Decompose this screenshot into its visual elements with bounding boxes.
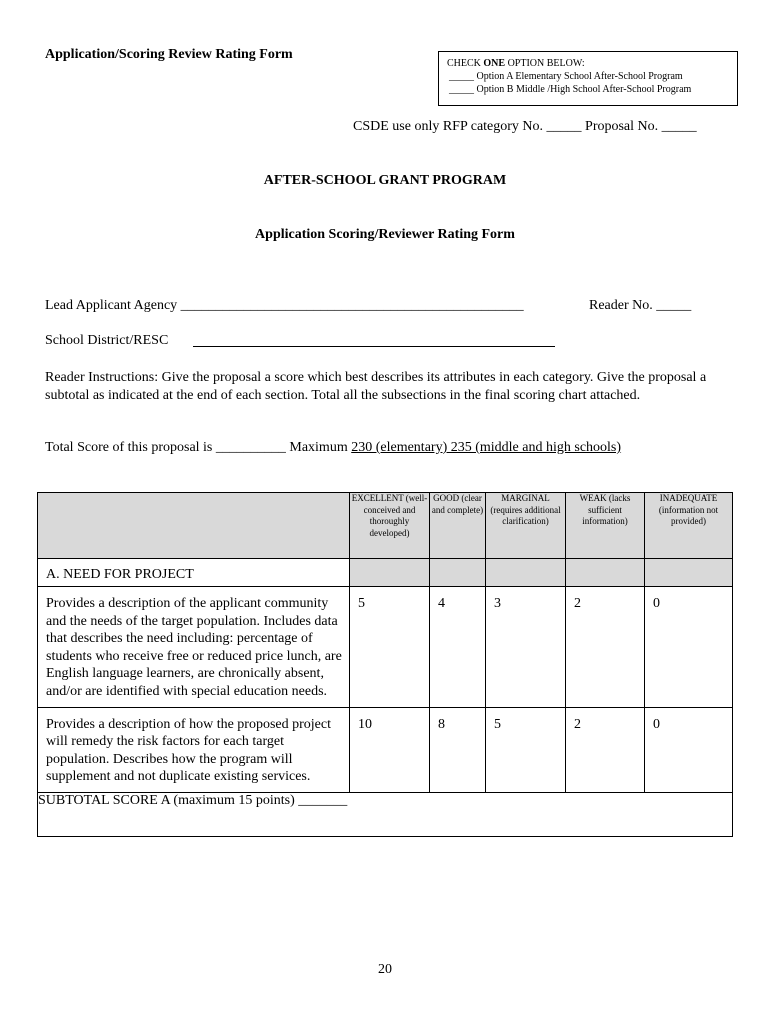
lead-agency-field[interactable]: Lead Applicant Agency _________________________________________________ (45, 298, 524, 313)
subtotal-row (38, 792, 733, 836)
header-weak: WEAK (lacks sufficient information) (566, 493, 645, 559)
section-gray-cell (486, 559, 566, 587)
score-marginal[interactable]: 5 (486, 707, 566, 792)
total-score-maximum: 230 (elementary) 235 (middle and high schools) (351, 440, 622, 455)
section-row (38, 559, 733, 587)
score-good[interactable]: 4 (430, 587, 486, 708)
header-good: GOOD (clear and complete) (430, 493, 486, 559)
form-title: Application/Scoring Review Rating Form (45, 47, 293, 62)
csde-use-only-line[interactable]: CSDE use only RFP category No. _____ Proposal No. _____ (353, 119, 697, 134)
check-instruction: CHECK ONE OPTION BELOW: (447, 58, 585, 69)
school-district-blank[interactable] (193, 346, 555, 347)
score-weak[interactable]: 2 (566, 707, 645, 792)
table-header-row (38, 493, 733, 559)
section-gray-cell (645, 559, 733, 587)
score-good[interactable]: 8 (430, 707, 486, 792)
option-b-line[interactable]: _____ Option B Middle /High School After-School Program (449, 84, 692, 95)
program-heading: AFTER-SCHOOL GRANT PROGRAM (263, 173, 507, 188)
school-district-label: School District/RESC (45, 333, 169, 348)
page-number: 20 (378, 962, 392, 977)
criteria-description: Provides a description of the applicant community and the needs of the target population. Includes data that describes the need including: percentage of students who receive free or reduced price lunch, are English language learners, are chronically absent, and/or are identified with special education needs. (38, 587, 350, 708)
total-score-prefix: Total Score of this proposal is __________ Maximum (45, 440, 352, 455)
scoring-table (37, 492, 733, 837)
option-a-line[interactable]: _____ Option A Elementary School After-School Program (449, 71, 683, 82)
header-criteria-cell (38, 493, 350, 559)
header-excellent: EXCELLENT (well-conceived and thoroughly developed) (350, 493, 430, 559)
reader-number-field[interactable]: Reader No. _____ (589, 298, 692, 313)
subtotal-score[interactable]: SUBTOTAL SCORE A (maximum 15 points) _______ (38, 792, 733, 836)
total-score-line[interactable] (45, 440, 621, 456)
section-gray-cell (350, 559, 430, 587)
score-inadequate[interactable]: 0 (645, 707, 733, 792)
score-weak[interactable]: 2 (566, 587, 645, 708)
score-excellent[interactable]: 10 (350, 707, 430, 792)
criteria-row (38, 587, 733, 708)
option-check-box (438, 51, 738, 106)
criteria-row (38, 707, 733, 792)
header-marginal: MARGINAL (requires additional clarification) (486, 493, 566, 559)
criteria-description: Provides a description of how the proposed project will remedy the risk factors for each target population. Describes how the program will supplement and not duplicate existing services. (38, 707, 350, 792)
section-gray-cell (430, 559, 486, 587)
reader-instructions: Reader Instructions: Give the proposal a score which best describes its attributes in each category. Give the proposal a subtotal as indicated at the end of each section. Total all the subsections in the final scoring chart attached. (45, 370, 707, 403)
form-heading: Application Scoring/Reviewer Rating Form (255, 227, 515, 242)
score-marginal[interactable]: 3 (486, 587, 566, 708)
section-gray-cell (566, 559, 645, 587)
header-inadequate: INADEQUATE (information not provided) (645, 493, 733, 559)
score-inadequate[interactable]: 0 (645, 587, 733, 708)
section-title: A. NEED FOR PROJECT (38, 559, 350, 587)
score-excellent[interactable]: 5 (350, 587, 430, 708)
